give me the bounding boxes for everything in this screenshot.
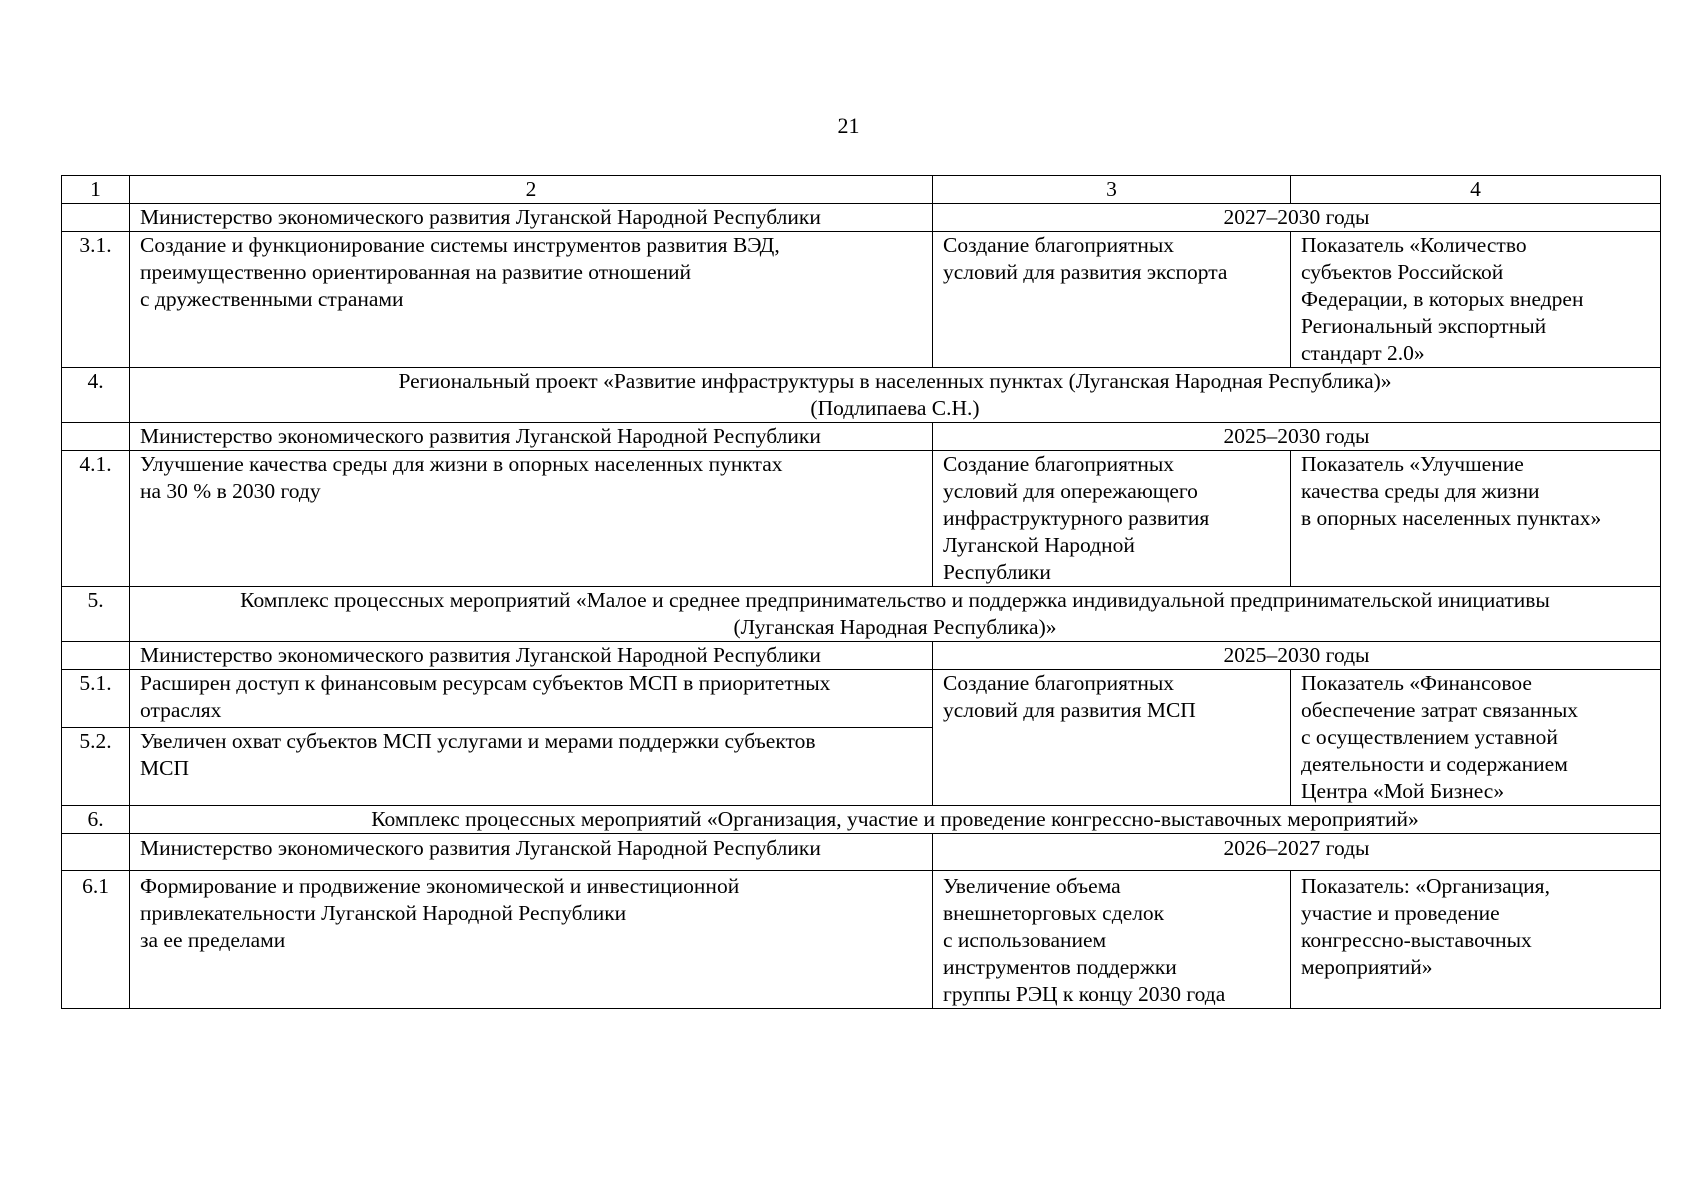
section-row bbox=[62, 368, 1661, 423]
section-title: Комплекс процессных мероприятий «Организация, участие и проведение конгрессно-выставочных мероприятий» bbox=[130, 806, 1661, 834]
section-row bbox=[62, 806, 1661, 834]
column-number-4: 4 bbox=[1291, 176, 1661, 204]
task-description: Расширен доступ к финансовым ресурсам субъектов МСП в приоритетных отраслях bbox=[130, 670, 933, 728]
task-description: Увеличен охват субъектов МСП услугами и мерами поддержки субъектов МСП bbox=[130, 728, 933, 806]
agency-row bbox=[62, 834, 1661, 871]
expected-effect: Создание благоприятных условий для развития экспорта bbox=[933, 232, 1291, 368]
table-row bbox=[62, 670, 1661, 728]
table-row bbox=[62, 871, 1661, 1009]
implementation-period: 2027–2030 годы bbox=[933, 204, 1661, 232]
empty-cell bbox=[62, 642, 130, 670]
task-description: Улучшение качества среды для жизни в опорных населенных пунктах на 30 % в 2030 году bbox=[130, 451, 933, 587]
column-number-3: 3 bbox=[933, 176, 1291, 204]
empty-cell bbox=[62, 834, 130, 871]
table-row bbox=[62, 451, 1661, 587]
indicator-description: Показатель: «Организация, участие и проведение конгрессно-выставочных мероприятий» bbox=[1291, 871, 1661, 1009]
row-number: 5.1. bbox=[62, 670, 130, 728]
section-title: Комплекс процессных мероприятий «Малое и среднее предпринимательство и поддержка индивидуальной предпринимательской инициативы (Луганская Народная Республика)» bbox=[130, 587, 1661, 642]
responsible-agency: Министерство экономического развития Луганской Народной Республики bbox=[130, 642, 933, 670]
agency-row bbox=[62, 642, 1661, 670]
indicator-description: Показатель «Улучшение качества среды для жизни в опорных населенных пунктах» bbox=[1291, 451, 1661, 587]
table-row bbox=[62, 232, 1661, 368]
section-number: 6. bbox=[62, 806, 130, 834]
column-number-2: 2 bbox=[130, 176, 933, 204]
responsible-agency: Министерство экономического развития Луганской Народной Республики bbox=[130, 423, 933, 451]
agency-row bbox=[62, 423, 1661, 451]
task-description: Формирование и продвижение экономической и инвестиционной привлекательности Луганской Народной Республики за ее пределами bbox=[130, 871, 933, 1009]
row-number: 5.2. bbox=[62, 728, 130, 806]
implementation-period: 2026–2027 годы bbox=[933, 834, 1661, 871]
task-description: Создание и функционирование системы инструментов развития ВЭД, преимущественно ориентированная на развитие отношений с дружественными странами bbox=[130, 232, 933, 368]
expected-effect: Увеличение объема внешнеторговых сделок с использованием инструментов поддержки группы РЭЦ к концу 2030 года bbox=[933, 871, 1291, 1009]
row-number: 6.1 bbox=[62, 871, 130, 1009]
row-number: 4.1. bbox=[62, 451, 130, 587]
expected-effect: Создание благоприятных условий для развития МСП bbox=[933, 670, 1291, 806]
responsible-agency: Министерство экономического развития Луганской Народной Республики bbox=[130, 204, 933, 232]
page-number: 21 bbox=[837, 113, 860, 138]
measures-table bbox=[61, 175, 1661, 1009]
indicator-description: Показатель «Финансовое обеспечение затрат связанных с осуществлением уставной деятельности и содержанием Центра «Мой Бизнес» bbox=[1291, 670, 1661, 806]
expected-effect: Создание благоприятных условий для опережающего инфраструктурного развития Луганской Народной Республики bbox=[933, 451, 1291, 587]
agency-row bbox=[62, 204, 1661, 232]
implementation-period: 2025–2030 годы bbox=[933, 423, 1661, 451]
table-header-row bbox=[62, 176, 1661, 204]
empty-cell bbox=[62, 423, 130, 451]
column-number-1: 1 bbox=[62, 176, 130, 204]
row-number: 3.1. bbox=[62, 232, 130, 368]
section-number: 5. bbox=[62, 587, 130, 642]
section-row bbox=[62, 587, 1661, 642]
responsible-agency: Министерство экономического развития Луганской Народной Республики bbox=[130, 834, 933, 871]
section-title: Региональный проект «Развитие инфраструктуры в населенных пунктах (Луганская Народная Республика)» (Подлипаева С.Н.) bbox=[130, 368, 1661, 423]
section-number: 4. bbox=[62, 368, 130, 423]
indicator-description: Показатель «Количество субъектов Российской Федерации, в которых внедрен Региональный экспортный стандарт 2.0» bbox=[1291, 232, 1661, 368]
empty-cell bbox=[62, 204, 130, 232]
implementation-period: 2025–2030 годы bbox=[933, 642, 1661, 670]
